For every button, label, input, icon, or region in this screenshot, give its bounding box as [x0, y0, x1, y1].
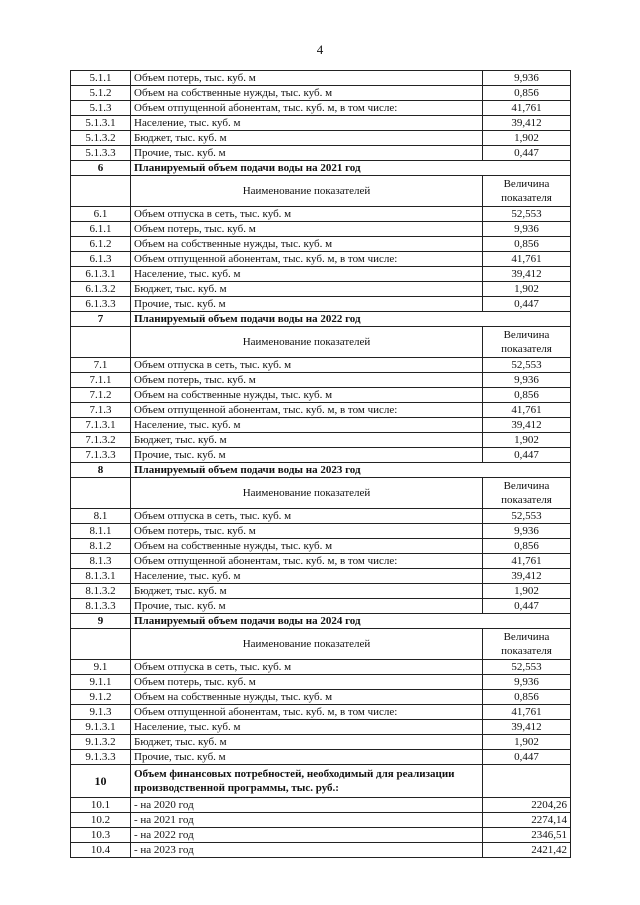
table-row — [71, 131, 571, 146]
section-title-row — [71, 463, 571, 478]
section-title-row — [71, 161, 571, 176]
row-value: 0,447 — [483, 146, 571, 161]
row-value: 1,902 — [483, 735, 571, 750]
row-number: 9.1.3.1 — [71, 720, 131, 735]
row-number: 10.4 — [71, 843, 131, 858]
row-description: Население, тыс. куб. м — [131, 267, 483, 282]
row-description: Прочие, тыс. куб. м — [131, 297, 483, 312]
row-number: 9.1.3 — [71, 705, 131, 720]
row-number: 6.1.3.2 — [71, 282, 131, 297]
row-value: 9,936 — [483, 222, 571, 237]
row-description: Объем на собственные нужды, тыс. куб. м — [131, 388, 483, 403]
header-name: Наименование показателей — [131, 629, 483, 660]
table-row — [71, 267, 571, 282]
row-value: 1,902 — [483, 584, 571, 599]
section-title: Планируемый объем подачи воды на 2022 год — [131, 312, 571, 327]
row-number: 8.1.2 — [71, 539, 131, 554]
row-value: 52,553 — [483, 509, 571, 524]
row-value: 9,936 — [483, 71, 571, 86]
row-value: 39,412 — [483, 267, 571, 282]
row-description: Объем отпущенной абонентам, тыс. куб. м, в том числе: — [131, 705, 483, 720]
table-row — [71, 71, 571, 86]
table-row — [71, 569, 571, 584]
row-description: Объем отпущенной абонентам, тыс. куб. м, в том числе: — [131, 101, 483, 116]
table-row — [71, 720, 571, 735]
row-number: 10.3 — [71, 828, 131, 843]
row-number: 7.1.1 — [71, 373, 131, 388]
section-number: 6 — [71, 161, 131, 176]
row-description: Объем потерь, тыс. куб. м — [131, 524, 483, 539]
table-row — [71, 554, 571, 569]
row-value: 41,761 — [483, 705, 571, 720]
row-description: Объем отпущенной абонентам, тыс. куб. м, в том числе: — [131, 403, 483, 418]
row-number: 7.1.3.1 — [71, 418, 131, 433]
indicators-table-body — [71, 71, 571, 858]
table-row — [71, 282, 571, 297]
header-value: Величина показателя — [483, 478, 571, 509]
row-value: 2204,26 — [483, 798, 571, 813]
section-number: 10 — [71, 765, 131, 798]
row-description: Объем на собственные нужды, тыс. куб. м — [131, 690, 483, 705]
row-number: 6.1.1 — [71, 222, 131, 237]
row-number: 8.1.3.2 — [71, 584, 131, 599]
table-row — [71, 584, 571, 599]
table-row — [71, 418, 571, 433]
row-description: Бюджет, тыс. куб. м — [131, 131, 483, 146]
row-number: 5.1.1 — [71, 71, 131, 86]
row-value: 1,902 — [483, 433, 571, 448]
table-row — [71, 116, 571, 131]
header-name: Наименование показателей — [131, 176, 483, 207]
header-empty-cell — [71, 327, 131, 358]
row-number: 6.1 — [71, 207, 131, 222]
row-description: Население, тыс. куб. м — [131, 569, 483, 584]
row-number: 6.1.3.3 — [71, 297, 131, 312]
row-value: 41,761 — [483, 403, 571, 418]
row-number: 6.1.2 — [71, 237, 131, 252]
row-value: 2274,14 — [483, 813, 571, 828]
column-header-row — [71, 327, 571, 358]
row-value: 41,761 — [483, 252, 571, 267]
header-name: Наименование показателей — [131, 327, 483, 358]
table-row — [71, 433, 571, 448]
row-number: 5.1.2 — [71, 86, 131, 101]
row-description: Объем потерь, тыс. куб. м — [131, 71, 483, 86]
row-number: 7.1.3.3 — [71, 448, 131, 463]
row-description: Население, тыс. куб. м — [131, 418, 483, 433]
table-row — [71, 101, 571, 116]
row-description: Объем на собственные нужды, тыс. куб. м — [131, 86, 483, 101]
row-value: 41,761 — [483, 101, 571, 116]
table-row — [71, 509, 571, 524]
row-number: 8.1.3 — [71, 554, 131, 569]
row-number: 9.1.3.3 — [71, 750, 131, 765]
row-value: 0,447 — [483, 750, 571, 765]
table-row — [71, 690, 571, 705]
table-row — [71, 828, 571, 843]
row-description: Объем отпущенной абонентам, тыс. куб. м, в том числе: — [131, 252, 483, 267]
header-empty-cell — [71, 629, 131, 660]
row-description: Население, тыс. куб. м — [131, 116, 483, 131]
row-number: 6.1.3.1 — [71, 267, 131, 282]
section-title: Планируемый объем подачи воды на 2023 год — [131, 463, 571, 478]
row-description: Бюджет, тыс. куб. м — [131, 735, 483, 750]
row-description: Объем отпущенной абонентам, тыс. куб. м, в том числе: — [131, 554, 483, 569]
row-number: 7.1.3 — [71, 403, 131, 418]
section-title: Планируемый объем подачи воды на 2021 год — [131, 161, 571, 176]
table-row — [71, 222, 571, 237]
row-value: 1,902 — [483, 282, 571, 297]
table-row — [71, 798, 571, 813]
table-row — [71, 675, 571, 690]
row-value: 2421,42 — [483, 843, 571, 858]
row-description: Объем отпуска в сеть, тыс. куб. м — [131, 509, 483, 524]
table-row — [71, 388, 571, 403]
row-description: Бюджет, тыс. куб. м — [131, 433, 483, 448]
row-description: Объем на собственные нужды, тыс. куб. м — [131, 237, 483, 252]
row-number: 5.1.3.1 — [71, 116, 131, 131]
table-row — [71, 403, 571, 418]
row-description: Объем потерь, тыс. куб. м — [131, 675, 483, 690]
row-number: 7.1.2 — [71, 388, 131, 403]
row-value: 0,856 — [483, 388, 571, 403]
row-number: 9.1.1 — [71, 675, 131, 690]
row-value: 0,856 — [483, 539, 571, 554]
row-value: 0,856 — [483, 86, 571, 101]
row-value: 52,553 — [483, 660, 571, 675]
row-description: Население, тыс. куб. м — [131, 720, 483, 735]
row-number: 9.1.2 — [71, 690, 131, 705]
table-row — [71, 146, 571, 161]
table-row — [71, 813, 571, 828]
section-title-row — [71, 614, 571, 629]
row-value: 52,553 — [483, 207, 571, 222]
table-row — [71, 252, 571, 267]
row-description: Объем отпуска в сеть, тыс. куб. м — [131, 207, 483, 222]
section-number: 7 — [71, 312, 131, 327]
row-value: 0,447 — [483, 599, 571, 614]
table-row — [71, 297, 571, 312]
row-number: 6.1.3 — [71, 252, 131, 267]
row-number: 8.1 — [71, 509, 131, 524]
column-header-row — [71, 478, 571, 509]
row-description: - на 2023 год — [131, 843, 483, 858]
row-description: Прочие, тыс. куб. м — [131, 448, 483, 463]
row-value: 0,447 — [483, 448, 571, 463]
row-value: 0,856 — [483, 237, 571, 252]
row-number: 5.1.3.3 — [71, 146, 131, 161]
header-empty-cell — [71, 176, 131, 207]
row-value: 9,936 — [483, 373, 571, 388]
row-description: Прочие, тыс. куб. м — [131, 750, 483, 765]
table-row — [71, 539, 571, 554]
row-description: Бюджет, тыс. куб. м — [131, 584, 483, 599]
table-row — [71, 660, 571, 675]
table-row — [71, 705, 571, 720]
row-number: 9.1.3.2 — [71, 735, 131, 750]
row-number: 10.1 — [71, 798, 131, 813]
section-number: 9 — [71, 614, 131, 629]
row-value: 39,412 — [483, 418, 571, 433]
row-number: 5.1.3 — [71, 101, 131, 116]
section-title-row — [71, 312, 571, 327]
header-name: Наименование показателей — [131, 478, 483, 509]
page-number: 4 — [316, 42, 324, 57]
header-value: Величина показателя — [483, 629, 571, 660]
section-title: Планируемый объем подачи воды на 2024 год — [131, 614, 571, 629]
row-description: - на 2022 год — [131, 828, 483, 843]
section-number: 8 — [71, 463, 131, 478]
table-row — [71, 207, 571, 222]
row-value: 41,761 — [483, 554, 571, 569]
column-header-row — [71, 629, 571, 660]
row-description: Бюджет, тыс. куб. м — [131, 282, 483, 297]
row-value: 39,412 — [483, 569, 571, 584]
table-row — [71, 750, 571, 765]
table-row — [71, 373, 571, 388]
row-value: 0,447 — [483, 297, 571, 312]
column-header-row — [71, 176, 571, 207]
section-title: Объем финансовых потребностей, необходимый для реализации производственной программы, тыс. руб.: — [131, 765, 483, 798]
row-description: Объем отпуска в сеть, тыс. куб. м — [131, 358, 483, 373]
header-value: Величина показателя — [483, 176, 571, 207]
row-description: - на 2020 год — [131, 798, 483, 813]
row-value: 52,553 — [483, 358, 571, 373]
header-empty-cell — [71, 478, 131, 509]
row-description: Прочие, тыс. куб. м — [131, 599, 483, 614]
table-row — [71, 86, 571, 101]
row-number: 5.1.3.2 — [71, 131, 131, 146]
finance-title-row — [71, 765, 571, 798]
header-value: Величина показателя — [483, 327, 571, 358]
row-description: Прочие, тыс. куб. м — [131, 146, 483, 161]
row-number: 8.1.3.1 — [71, 569, 131, 584]
table-row — [71, 237, 571, 252]
row-number: 8.1.3.3 — [71, 599, 131, 614]
table-row — [71, 524, 571, 539]
row-description: Объем на собственные нужды, тыс. куб. м — [131, 539, 483, 554]
row-number: 7.1.3.2 — [71, 433, 131, 448]
row-value: 0,856 — [483, 690, 571, 705]
row-number: 10.2 — [71, 813, 131, 828]
row-number: 7.1 — [71, 358, 131, 373]
table-row — [71, 599, 571, 614]
indicators-table — [70, 70, 571, 858]
row-description: - на 2021 год — [131, 813, 483, 828]
row-value: 39,412 — [483, 116, 571, 131]
row-number: 8.1.1 — [71, 524, 131, 539]
row-value: 9,936 — [483, 675, 571, 690]
row-value: 1,902 — [483, 131, 571, 146]
row-value: 39,412 — [483, 720, 571, 735]
row-value: 9,936 — [483, 524, 571, 539]
row-description: Объем потерь, тыс. куб. м — [131, 373, 483, 388]
row-value: 2346,51 — [483, 828, 571, 843]
row-number: 9.1 — [71, 660, 131, 675]
row-description: Объем потерь, тыс. куб. м — [131, 222, 483, 237]
row-description: Объем отпуска в сеть, тыс. куб. м — [131, 660, 483, 675]
table-row — [71, 843, 571, 858]
finance-empty-cell — [483, 765, 571, 798]
table-row — [71, 358, 571, 373]
table-row — [71, 735, 571, 750]
table-row — [71, 448, 571, 463]
